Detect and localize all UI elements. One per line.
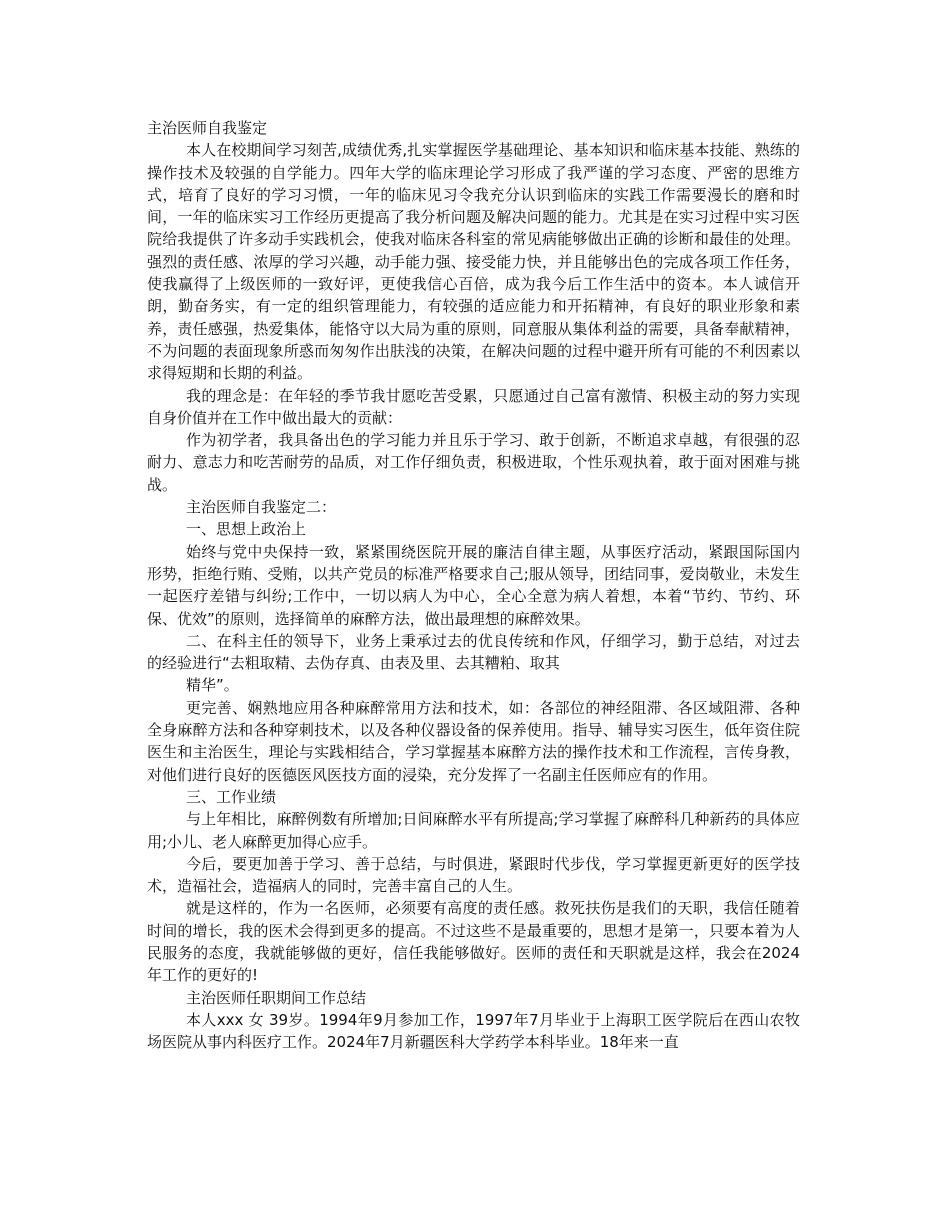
paragraph: 就是这样的，作为一名医师，必须要有高度的责任感。救死扶伤是我们的天职，我信任随着时间的增长，我的医术会得到更多的提高。不过这些不是最重要的，思想才是第一，只要本着为人民服务的态度，我就能够做的更好，信任我能够做好。医师的责任和天职就是这样，我会在2024年工作的更好的! bbox=[147, 899, 800, 985]
document-page bbox=[147, 117, 800, 1053]
section-heading: 三、工作业绩 bbox=[186, 787, 277, 806]
section-heading: 主治医师自我鉴定二： bbox=[186, 498, 337, 517]
paragraph: 本人在校期间学习刻苦,成绩优秀,扎实掌握医学基础理论、基本知识和临床基本技能、熟练的操作技术及较强的自学能力。四年大学的临床理论学习形成了我严谨的学习态度、严密的思维方式，培育了良好的学习习惯，一年的临床见习令我充分认识到临床的实践工作需要漫长的磨和时间，一年的临床实习工作经历更提高了我分析问题及解决问题的能力。尤其是在实习过程中实习医院给我提供了许多动手实践机会，使我对临床各科室的常见病能够做出正确的诊断和最佳的处理。强烈的责任感、浓厚的学习兴趣，动手能力强、接受能力快，并且能够出色的完成各项工作任务，使我赢得了上级医师的一致好评，更使我信心百倍，成为我今后工作生活中的资本。本人诚信开朗，勤奋务实，有一定的组织管理能力，有较强的适应能力和开拓精神，有良好的职业形象和素养，责任感强，热爱集体，能恪守以大局为重的原则，同意服从集体利益的需要，具备奉献精神，不为问题的表面现象所惑而匆匆作出肤浅的决策，在解决问题的过程中避开所有可能的不利因素以求得短期和长期的利益。 bbox=[147, 141, 800, 383]
paragraph: 更完善、娴熟地应用各种麻醉常用方法和技术，如：各部位的神经阻滞、各区域阻滞、各种全身麻醉方法和各种穿刺技术，以及各种仪器设备的保养使用。指导、辅导实习医生，低年资住院医生和主治医生，理论与实践相结合，学习掌握基本麻醉方法的操作技术和工作流程，言传身教，对他们进行良好的医德医风医技方面的浸染，充分发挥了一名副主任医师应有的作用。 bbox=[147, 698, 800, 784]
paragraph: 精华”。 bbox=[186, 676, 239, 695]
paragraph: 本人xxx 女 39岁。1994年9月参加工作，1997年7月毕业于上海职工医学院后在西山农牧场医院从事内科医疗工作。2024年7月新疆医科大学药学本科毕业。18年来一直 bbox=[147, 1010, 800, 1052]
section-heading: 主治医师任职期间工作总结 bbox=[186, 988, 367, 1007]
paragraph: 始终与党中央保持一致，紧紧围绕医院开展的廉洁自律主题，从事医疗活动，紧跟国际国内形势，拒绝行贿、受贿，以共产党员的标准严格要求自己;服从领导，团结同事，爱岗敬业，未发生一起医疗差错与纠纷;工作中，一切以病人为中心，全心全意为病人着想，本着“节约、节约、环保、优效”的原则，选择简单的麻醉方法，做出最理想的麻醉效果。 bbox=[147, 542, 800, 628]
paragraph: 二、在科主任的领导下，业务上秉承过去的优良传统和作风，仔细学习，勤于总结，对过去的经验进行“去粗取精、去伪存真、由表及里、去其糟粕、取其 bbox=[147, 631, 800, 673]
paragraph: 我的理念是：在年轻的季节我甘愿吃苦受累，只愿通过自己富有激情、积极主动的努力实现自身价值并在工作中做出最大的贡献： bbox=[147, 386, 800, 427]
paragraph: 今后，要更加善于学习、善于总结，与时俱进，紧跟时代步伐，学习掌握更新更好的医学技术，造福社会，造福病人的同时，完善丰富自己的人生。 bbox=[147, 854, 800, 896]
section-heading: 一、思想上政治上 bbox=[186, 520, 307, 539]
paragraph: 作为初学者，我具备出色的学习能力并且乐于学习、敢于创新，不断追求卓越，有很强的忍耐力、意志力和吃苦耐劳的品质，对工作仔细负责，积极进取，个性乐观执着，敢于面对困难与挑战。 bbox=[147, 431, 800, 494]
document-title: 主治医师自我鉴定 bbox=[147, 119, 268, 137]
paragraph: 与上年相比，麻醉例数有所增加;日间麻醉水平有所提高;学习掌握了麻醉科几种新药的具体应用;小儿、老人麻醉更加得心应手。 bbox=[147, 810, 800, 851]
